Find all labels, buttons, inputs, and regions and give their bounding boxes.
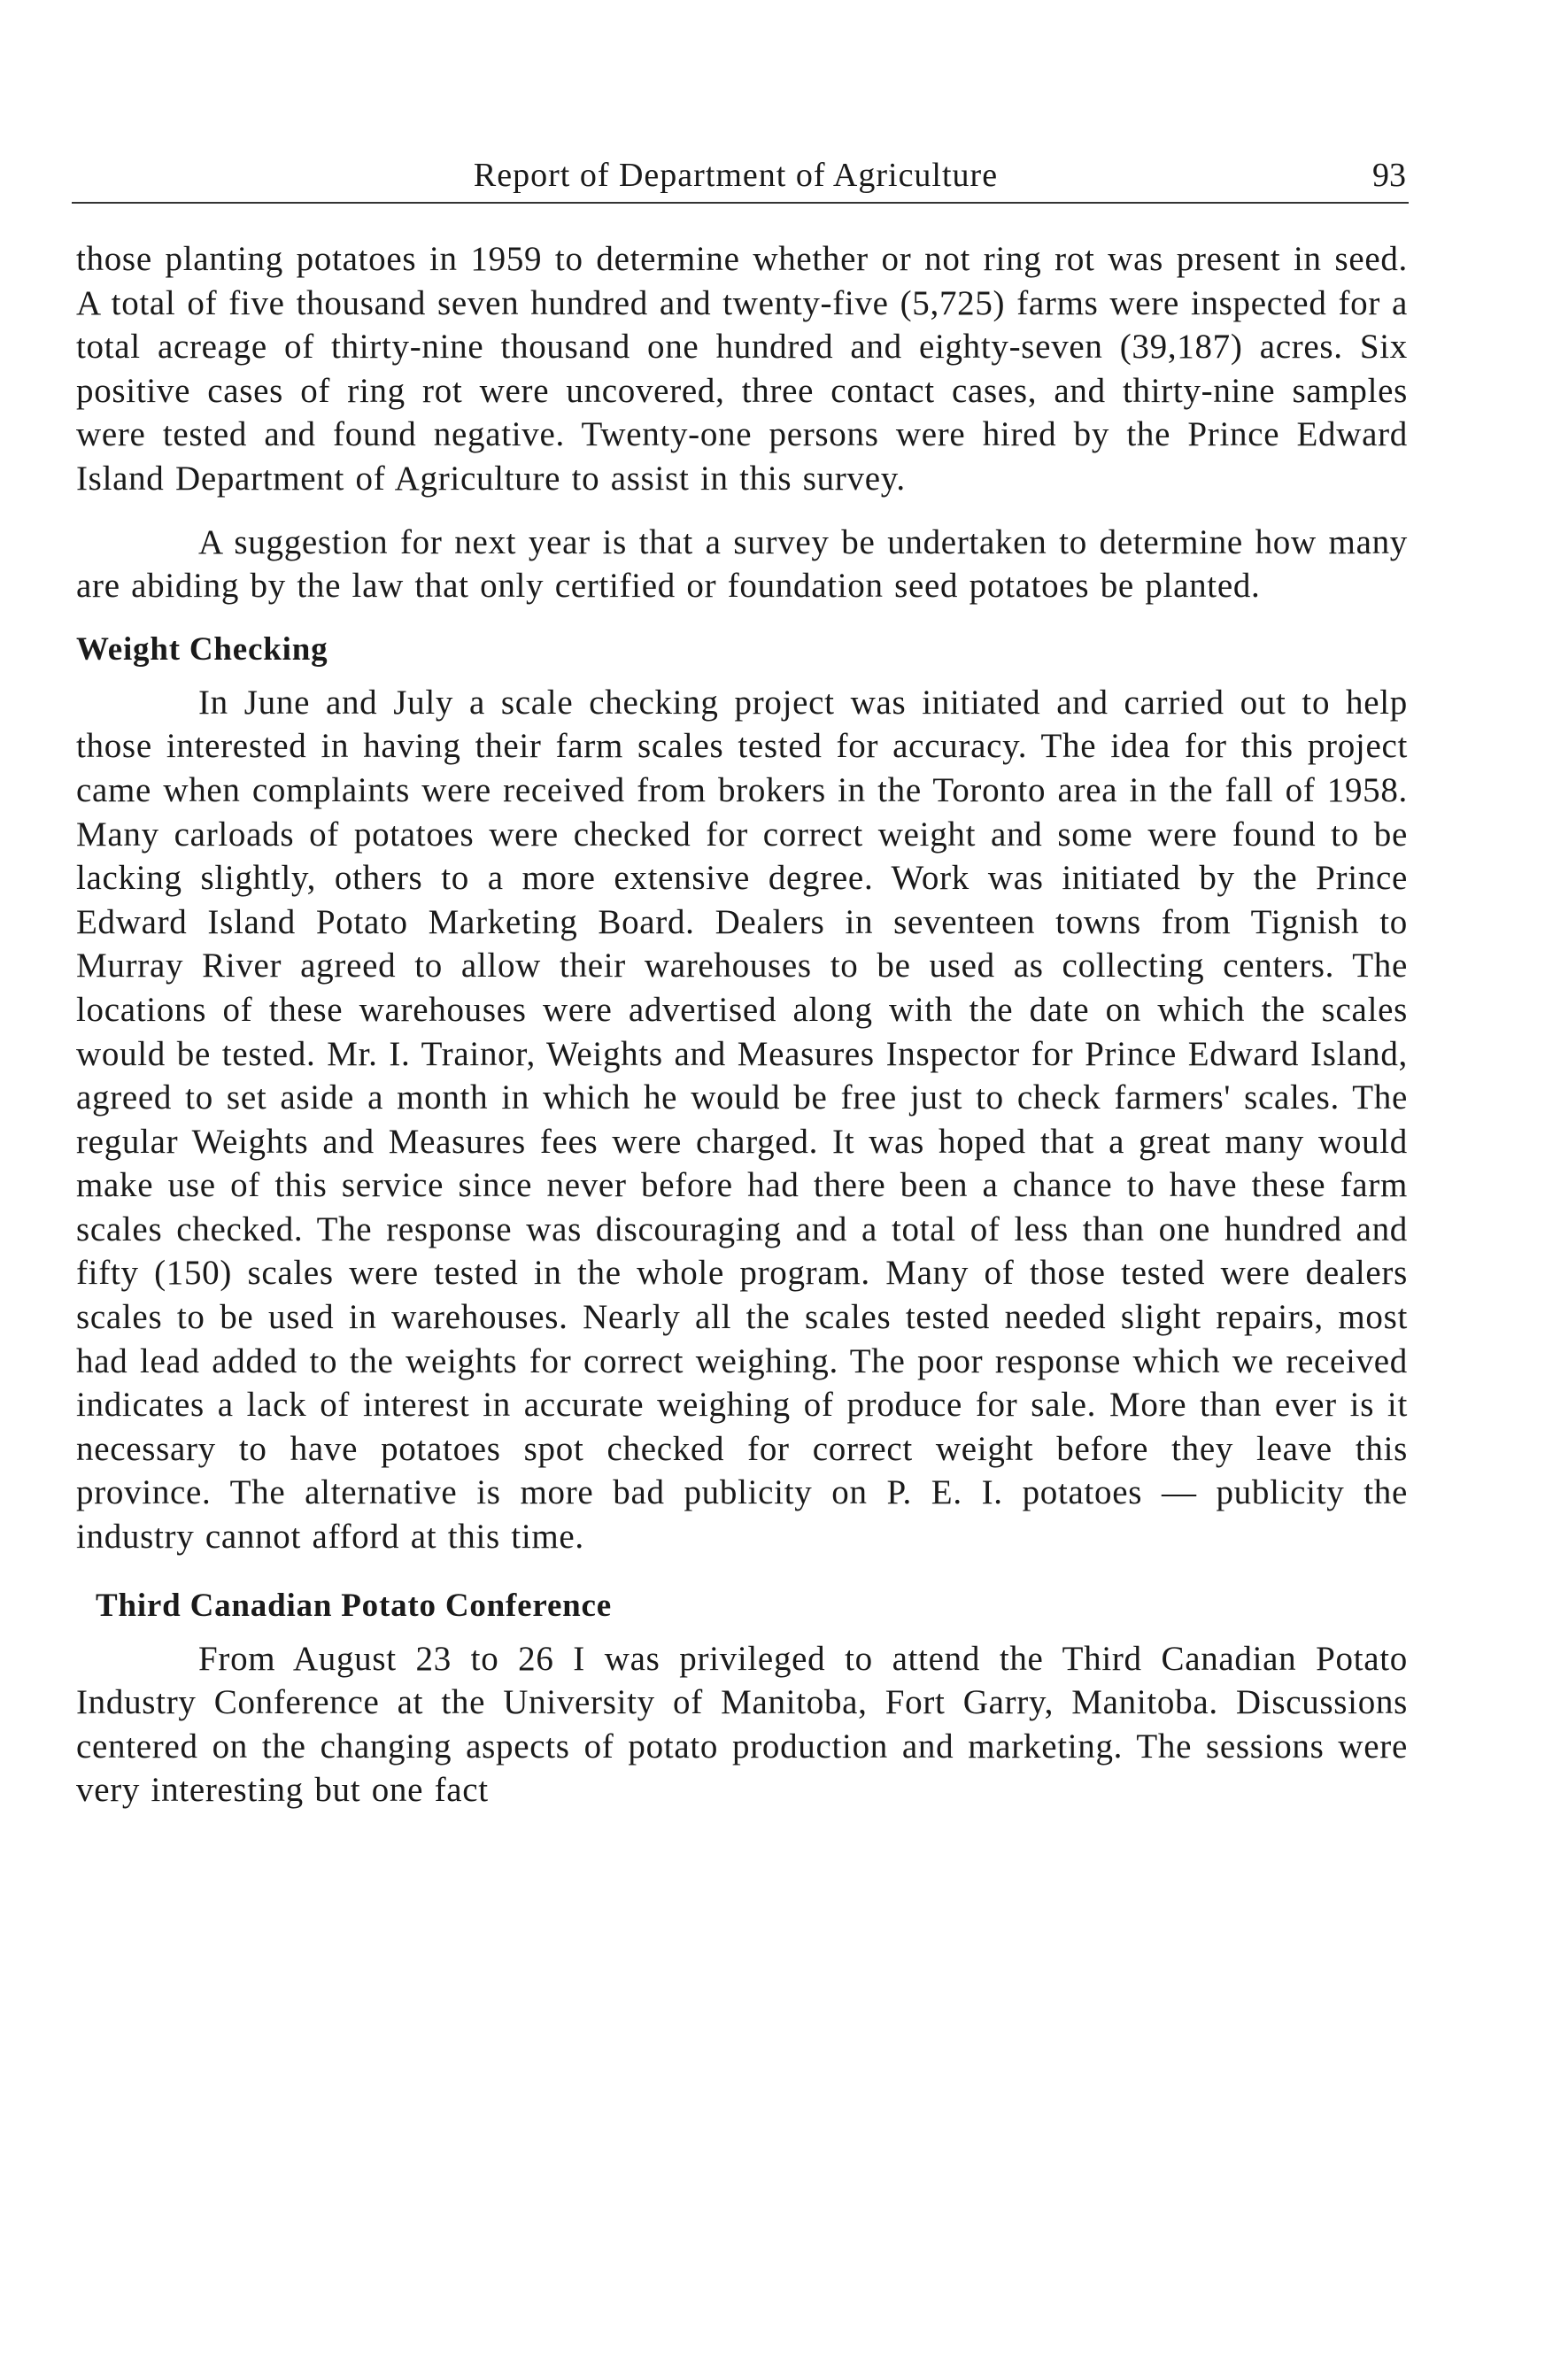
- running-header: [72, 151, 1425, 197]
- paragraph-suggestion: A suggestion for next year is that a survey be undertaken to determine how many are abiding by the law that only certified or foundation seed potatoes be planted.: [76, 522, 1408, 606]
- section-heading-weight-checking: Weight Checking: [76, 630, 328, 668]
- paragraph-weight-checking: In June and July a scale checking project was initiated and carried out to help those interested in having their farm scales tested for accuracy. The idea for this project came when complaints were received from brokers in the Toronto area in the fall of 1958. Many carloads of potatoes were checked for correct weight and some were found to be lacking slightly, others to a more extensive degree. Work was initiated by the Prince Edward Island Potato Marketing Board. Dealers in seventeen towns from Tignish to Murray River agreed to allow their warehouses to be used as collecting centers. The locations of these warehouses were advertised along with the date on which the scales would be tested. Mr. I. Trainor, Weights and Measures Inspector for Prince Edward Island, agreed to set aside a month in which he would be free just to check farmers' scales. The regular Weights and Measures fees were charged. It was hoped that a great many would make use of this service since never before had there been a chance to have these farm scales checked. The response was discouraging and a total of less than one hundred and fifty (150) scales were tested in the whole program. Many of those tested were dealers scales to be used in warehouses. Nearly all the scales tested needed slight repairs, most had lead added to the weights for correct weighing. The poor response which we received indicates a lack of interest in accurate weighing of produce for sale. More than ever is it necessary to have potatoes spot checked for correct weight before they leave this province. The alternative is more bad publicity on P. E. I. potatoes — publicity the industry cannot afford at this time.: [76, 683, 1408, 1557]
- running-title: Report of Department of Agriculture: [473, 157, 999, 194]
- body-text: [76, 237, 1408, 1812]
- header-rule: [72, 202, 1409, 204]
- paragraph-ring-rot-survey: those planting potatoes in 1959 to determine whether or not ring rot was present in seed. A total of five thousand seven hundred and twenty-five (5,725) farms were inspected for a total acreage of thirty-nine thousand one hundred and eighty-seven (39,187) acres. Six positive cases of ring rot were uncovered, three contact cases, and thirty-nine samples were tested and found negative. Twenty-one persons were hired by the Prince Edward Island Department of Agriculture to assist in this survey.: [76, 240, 1408, 498]
- paragraph-spacer: [76, 501, 1408, 521]
- page-number: 93: [1372, 157, 1406, 194]
- section-heading-potato-conference: Third Canadian Potato Conference: [96, 1587, 613, 1624]
- paragraph-potato-conference: From August 23 to 26 I was privileged to attend the Third Canadian Potato Industry Conference at the University of Manitoba, Fort Garry, Manitoba. Discussions centered on the changing aspects of potato production and marketing. The sessions were very interesting but one fact: [76, 1639, 1408, 1810]
